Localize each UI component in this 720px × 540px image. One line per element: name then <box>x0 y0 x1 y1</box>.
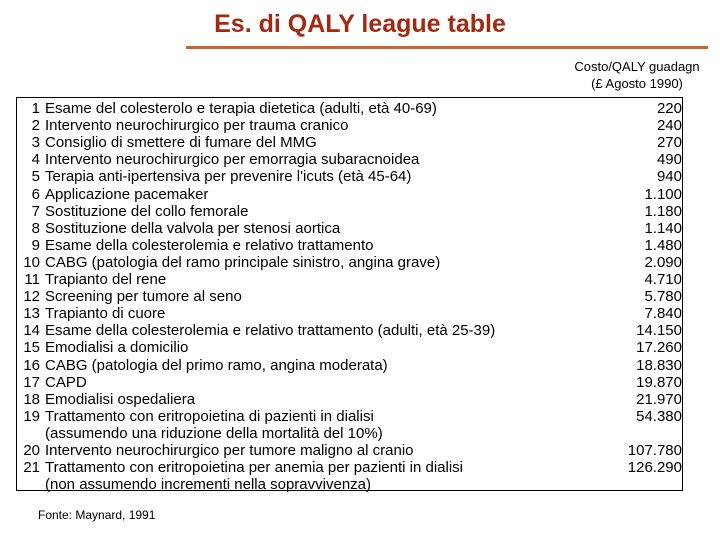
row-description: Sostituzione del collo femorale <box>45 202 249 220</box>
table-row <box>17 168 682 185</box>
row-number: 7 <box>31 202 40 220</box>
table-row <box>17 339 682 356</box>
row-description: Esame del colesterolo e terapia dietetica (adulti, età 40-69) <box>45 100 437 117</box>
row-number: 18 <box>23 390 40 408</box>
table-row <box>17 425 682 442</box>
source-note: Fonte: Maynard, 1991 <box>38 508 156 522</box>
row-cost-value: 1.180 <box>644 202 682 220</box>
table-row <box>17 322 682 339</box>
row-description: Terapia anti-ipertensiva per prevenire l'icuts (età 45-64) <box>45 168 412 186</box>
table-row <box>17 117 682 134</box>
row-cost-value: 270 <box>656 134 682 152</box>
table-row <box>17 134 682 151</box>
row-description: CABG (patologia del primo ramo, angina moderata) <box>45 356 388 374</box>
row-description: (non assumendo incrementi nella sopravvivenza) <box>45 476 372 494</box>
table-row <box>17 220 682 237</box>
row-number: 14 <box>23 322 40 340</box>
row-number: 6 <box>31 185 40 203</box>
table-row <box>17 459 682 476</box>
row-number: 4 <box>31 151 40 169</box>
row-description: Emodialisi a domicilio <box>45 339 189 357</box>
table-row <box>17 203 682 220</box>
row-description: Intervento neurochirurgico per trauma cranico <box>45 117 349 135</box>
row-number: 12 <box>23 288 40 306</box>
row-description: Sostituzione della valvola per stenosi aortica <box>45 219 341 237</box>
league-table <box>16 97 683 494</box>
row-description: Intervento neurochirurgico per tumore maligno al cranio <box>45 442 414 459</box>
row-number: 9 <box>31 236 40 254</box>
page-title: Es. di QALY league table <box>214 10 506 38</box>
row-number: 16 <box>23 356 40 374</box>
table-row <box>17 186 682 203</box>
row-number: 19 <box>23 407 40 425</box>
row-description: Screening per tumore al seno <box>45 288 242 306</box>
table-row <box>17 271 682 288</box>
row-cost-value: 2.090 <box>644 253 682 271</box>
row-cost-value: 7.840 <box>644 305 682 323</box>
table-row <box>17 408 682 425</box>
row-description: Trapianto di cuore <box>45 305 166 323</box>
cost-header-line1: Costo/QALY guadagn <box>574 59 700 74</box>
table-row <box>17 476 682 493</box>
table-row <box>17 442 682 459</box>
row-number: 1 <box>31 100 40 117</box>
row-number: 13 <box>23 305 40 323</box>
row-number: 3 <box>31 134 40 152</box>
table-row <box>17 374 682 391</box>
row-cost-value: 17.260 <box>636 339 682 357</box>
row-number: 8 <box>31 219 40 237</box>
row-cost-value: 490 <box>656 151 682 169</box>
cost-column-header <box>556 58 718 92</box>
row-description: Trattamento con eritropoietina di pazienti in dialisi <box>45 407 374 425</box>
row-number: 5 <box>31 168 40 186</box>
table-row <box>17 288 682 305</box>
row-cost-value: 4.710 <box>644 271 682 288</box>
row-cost-value: 220 <box>656 100 682 117</box>
row-description: Emodialisi ospedaliera <box>45 390 196 408</box>
row-description: Intervento neurochirurgico per emorragia subaracnoidea <box>45 151 420 169</box>
row-description: Esame della colesterolemia e relativo trattamento <box>45 236 374 254</box>
table-row <box>17 100 682 117</box>
row-number: 15 <box>23 339 40 357</box>
row-description: Esame della colesterolemia e relativo trattamento (adulti, età 25-39) <box>45 322 496 340</box>
row-cost-value: 21.970 <box>636 390 682 408</box>
row-number: 17 <box>23 373 40 391</box>
row-cost-value: 19.870 <box>636 373 682 391</box>
row-number: 11 <box>24 271 40 288</box>
row-description: Trapianto del rene <box>45 271 167 288</box>
row-cost-value: 940 <box>656 168 682 186</box>
table-row <box>17 357 682 374</box>
table-row <box>17 305 682 322</box>
row-description: Applicazione pacemaker <box>45 185 209 203</box>
row-cost-value: 240 <box>656 117 682 135</box>
row-number: 20 <box>23 442 40 459</box>
row-cost-value: 1.140 <box>644 219 682 237</box>
cost-header-line2: (£ Agosto 1990) <box>591 76 683 91</box>
row-number: 2 <box>31 117 40 135</box>
table-row <box>17 391 682 408</box>
row-cost-value: 14.150 <box>636 322 682 340</box>
row-description: CABG (patologia del ramo principale sinistro, angina grave) <box>45 253 441 271</box>
row-description: (assumendo una riduzione della mortalità del 10%) <box>45 424 383 442</box>
row-cost-value: 1.100 <box>644 185 682 203</box>
table-row <box>17 237 682 254</box>
row-number: 10 <box>23 253 40 271</box>
title-underline <box>186 46 708 49</box>
row-cost-value: 126.290 <box>627 459 682 477</box>
table-row <box>17 254 682 271</box>
row-cost-value: 107.780 <box>627 442 682 459</box>
row-cost-value: 18.830 <box>636 356 682 374</box>
row-cost-value: 5.780 <box>644 288 682 306</box>
row-description: CAPD <box>45 373 87 391</box>
row-description: Trattamento con eritropoietina per anemia per pazienti in dialisi <box>45 459 464 477</box>
row-cost-value: 1.480 <box>644 236 682 254</box>
row-number: 21 <box>23 459 40 477</box>
row-cost-value: 54.380 <box>636 407 682 425</box>
table-row <box>17 151 682 168</box>
row-description: Consiglio di smettere di fumare del MMG <box>45 134 317 152</box>
